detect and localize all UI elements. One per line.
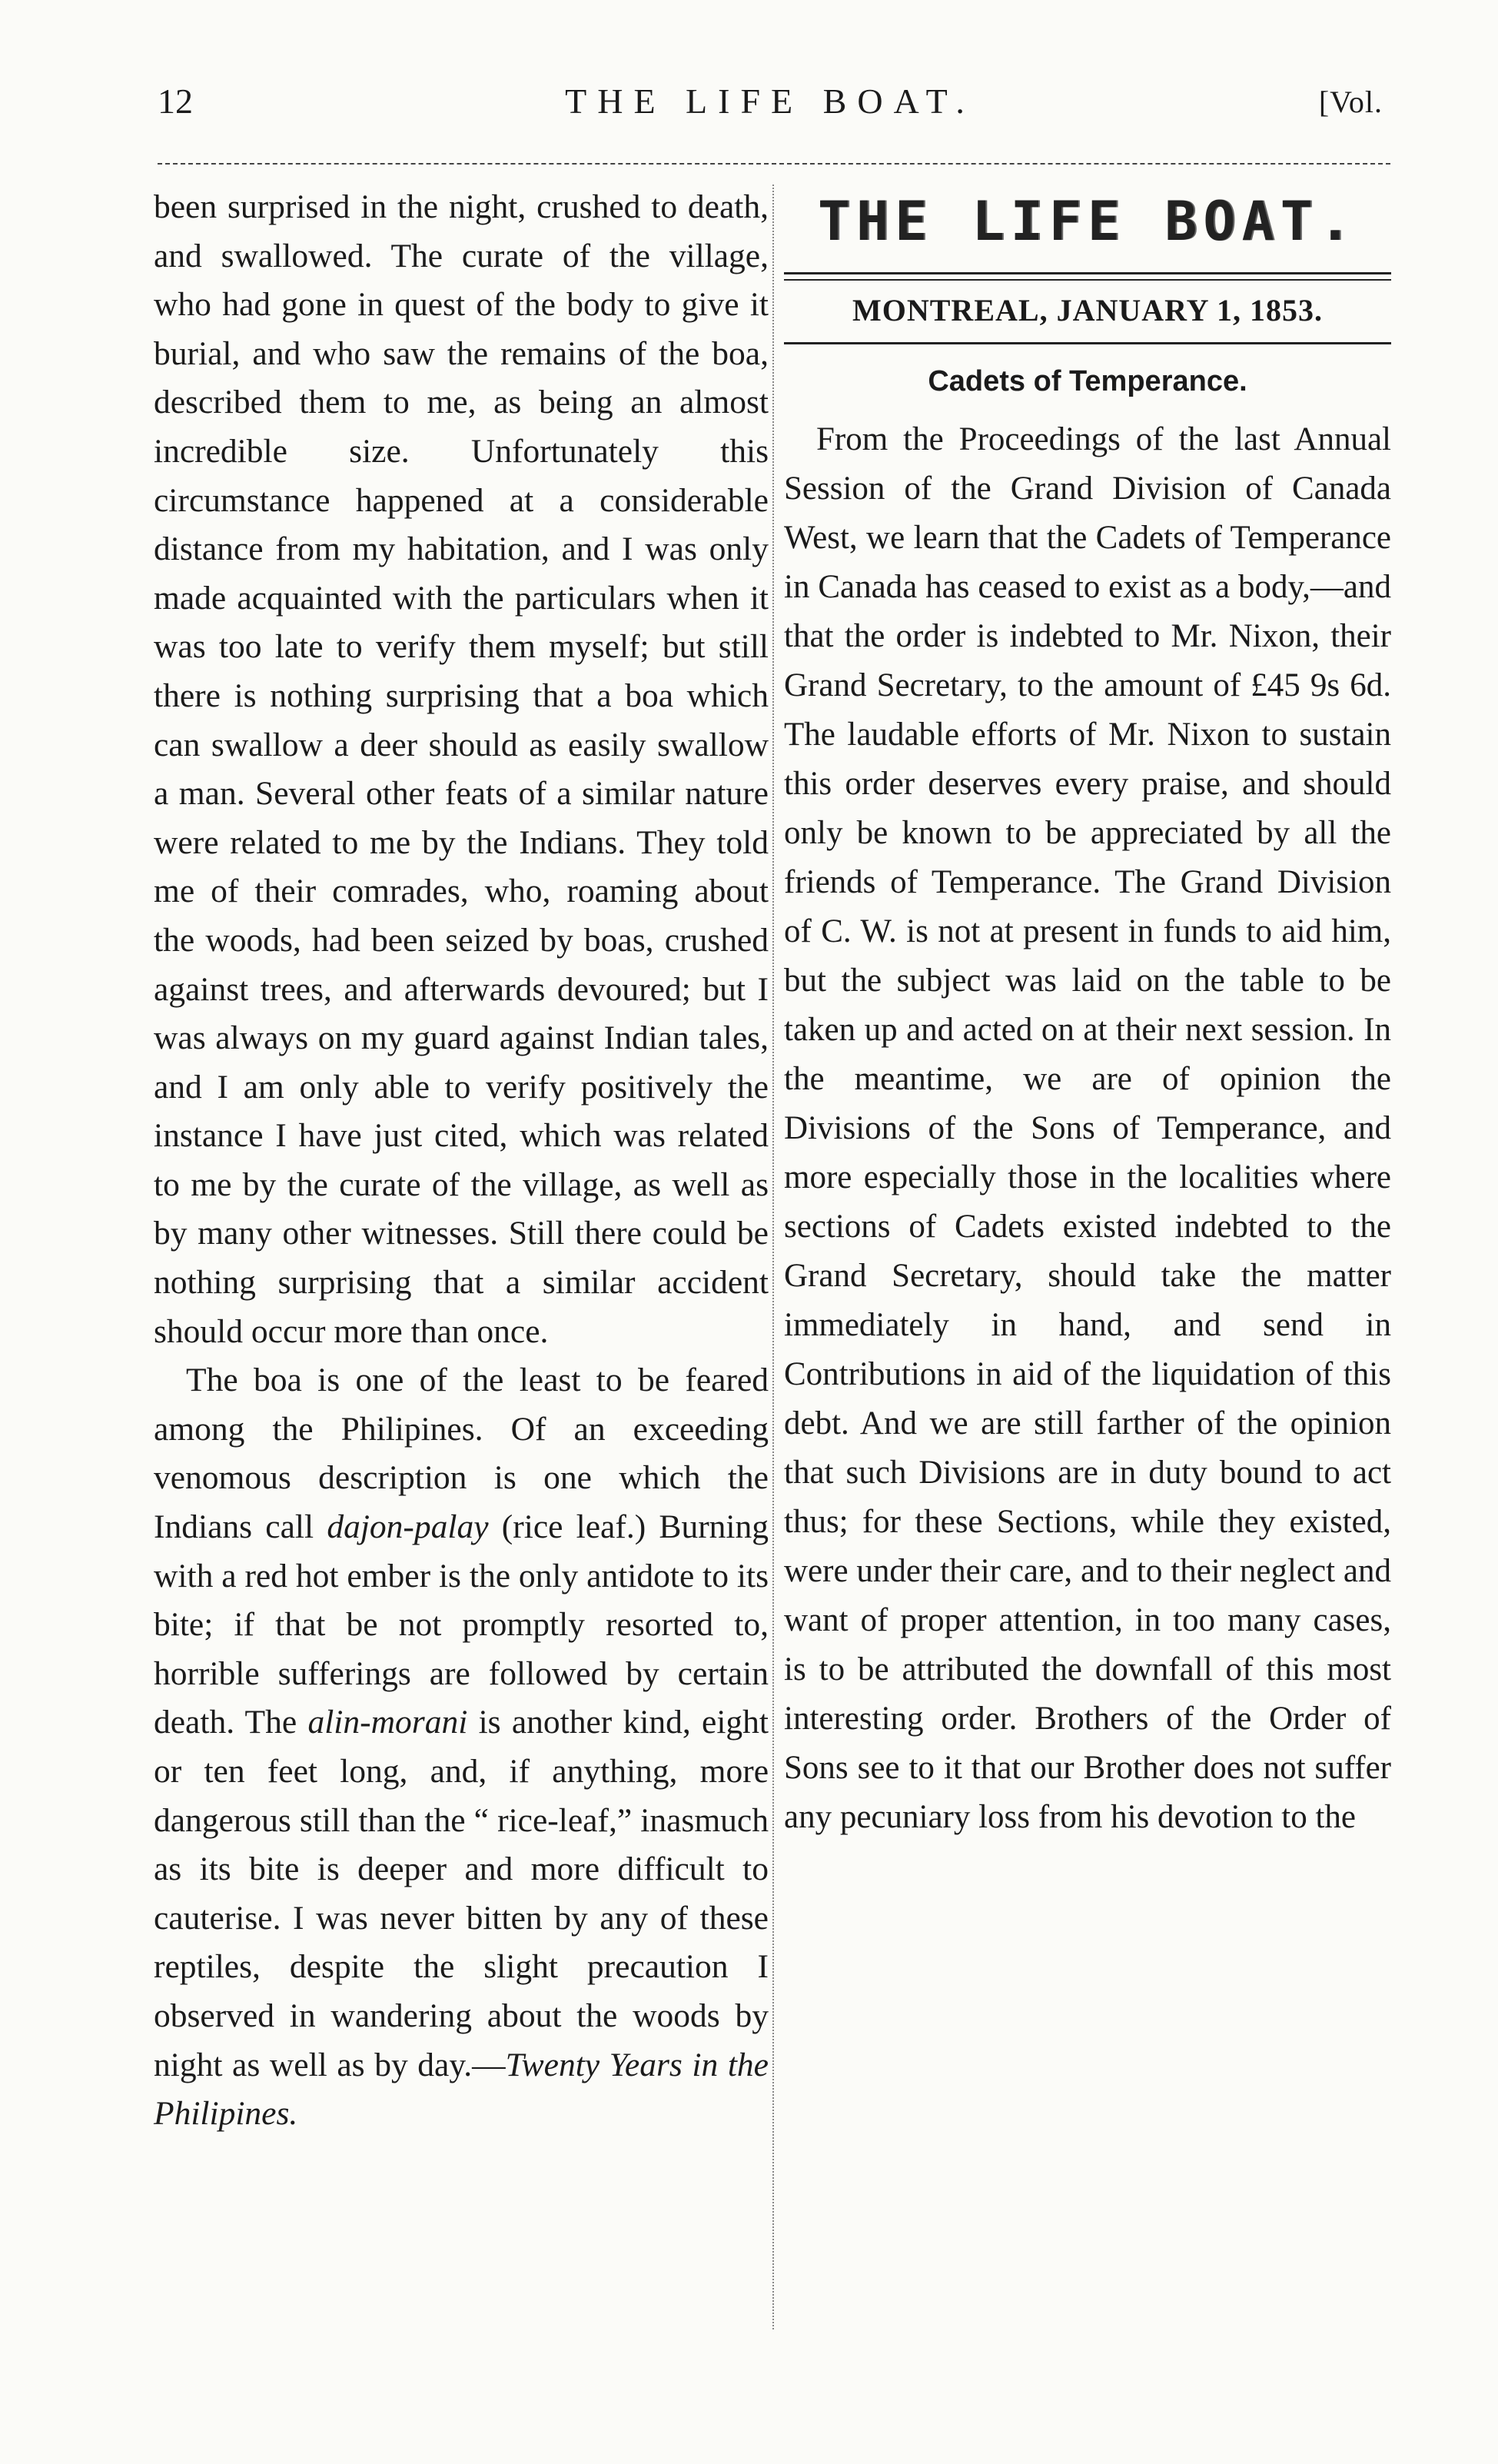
- article-body: [784, 415, 1391, 1842]
- rice-leaf-term: dajon-palay: [327, 1508, 489, 1546]
- column-divider: [772, 185, 774, 2329]
- boa-p2-text-3: is another kind, eight or ten feet long, and, if anything, more dangerous still than the “ rice-leaf,” inasmuch as its bite is deeper and more difficult to cauterise. I was never bitten by any of these reptiles, despite the slight precaution I observed in wandering about the woods by night as well as by day.—: [154, 1704, 769, 2083]
- boa-paragraph-2: [154, 1356, 769, 2139]
- boa-paragraph-1: been surprised in the night, crushed to death, and swallowed. The curate of the village, who had gone in quest of the body to give it burial, and who saw the remains of the boa, described them to me, as being an almost incredible size. Unfortunately this circumstance happened at a considerable distance from my habitation, and I was only made acquainted with the particulars when it was too late to verify them myself; but still there is nothing surprising that a boa which can swallow a deer should as easily swallow a man. Several other feats of a similar nature were related to me by the Indians. They told me of their comrades, who, roaming about the woods, had been seized by boas, crushed against trees, and afterwards devoured; but I was always on my guard against Indian tales, and I am only able to verify positively the instance I have just cited, which was related to me by the curate of the village, as well as by many other witnesses. Still there could be nothing surprising that a similar accident should occur more than once.: [154, 188, 769, 1350]
- boa-p2-text-2: (rice leaf.) Burning with a red hot ember is the only antidote to its bite; if that be not promptly resorted to, horrible sufferings are followed by certain death. The: [154, 1508, 769, 1741]
- dateline-rule: [784, 342, 1391, 344]
- running-title: THE LIFE BOAT.: [565, 81, 975, 121]
- masthead: THE LIFE BOAT.: [817, 190, 1357, 253]
- source-citation: Twenty Years in the Philipines.: [154, 2046, 769, 2133]
- masthead-rule: [784, 272, 1391, 281]
- right-column: [784, 183, 1391, 1842]
- header-rule: [158, 163, 1390, 165]
- running-header: [158, 81, 1383, 135]
- boa-p2-text-1: The boa is one of the least to be feared among the Philipines. Of an exceeding venomous description is one which the Indians call: [154, 1362, 769, 1546]
- dateline: MONTREAL, JANUARY 1, 1853.: [852, 293, 1323, 328]
- article-body-text: From the Proceedings of the last Annual Session of the Grand Division of Canada West, we learn that the Cadets of Temperance in Canada has ceased to exist as a body,—and that the order is indebted to Mr. Nixon, their Grand Secretary, to the amount of £45 9s 6d. The laudable efforts of Mr. Nixon to sustain this order deserves every praise, and should only be known to be appreciated by all the friends of Temperance. The Grand Division of C. W. is not at present in funds to aid him, but the subject was laid on the table to be taken up and acted on at their next session. In the meantime, we are of opinion the Divisions of the Sons of Temperance, and more especially those in the localities where sections of Cadets existed indebted to the Grand Secretary, should take the matter immediately in hand, and send in Contributions in aid of the liquidation of this debt. And we are still farther of the opinion that such Divisions are in duty bound to act thus; for these Sections, while they existed, were under their care, and to their neglect and want of proper attention, in too many cases, is to be attributed the downfall of this most interesting order. Brothers of the Order of Sons see to it that our Brother does not suffer any pecuniary loss from his devotion to the: [784, 421, 1391, 1835]
- left-column: [154, 183, 769, 2139]
- article-title: Cadets of Temperance.: [928, 365, 1247, 397]
- page-number: 12: [158, 81, 193, 121]
- alin-morani-term: alin-morani: [307, 1704, 468, 1741]
- volume-label: [Vol.: [1318, 85, 1383, 119]
